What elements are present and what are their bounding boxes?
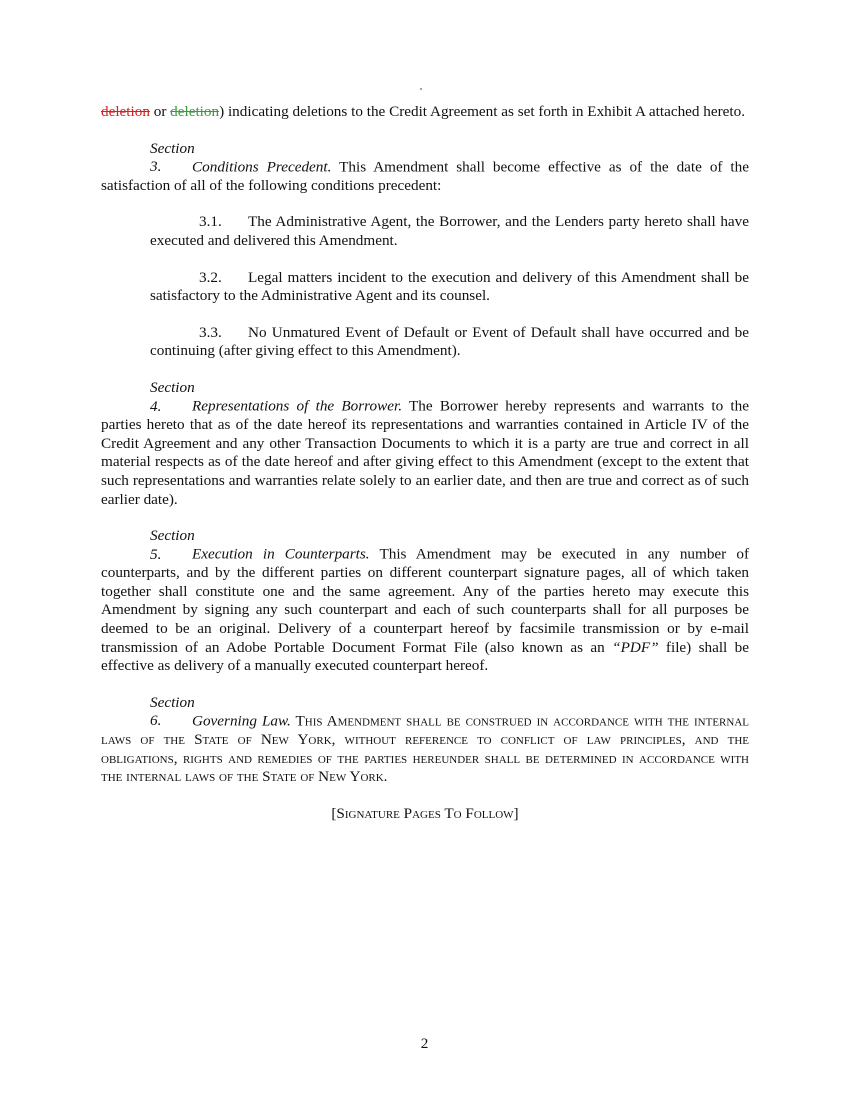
signature-pages-note: [Signature Pages To Follow] (331, 804, 519, 822)
section-6-number: Section 6. (150, 693, 195, 730)
intro-or: or (149, 103, 171, 120)
section-4 (101, 379, 749, 509)
intro-paragraph (101, 103, 749, 122)
deletion-sample-green: deletion (170, 103, 220, 120)
condition-3-1 (150, 213, 749, 250)
section-4-title: Representations of the Borrower. (192, 397, 403, 415)
page-content (101, 103, 749, 823)
pdf-term: “PDF” (612, 638, 659, 656)
section-5-number: Section 5. (150, 527, 195, 563)
section-5-body-b: file) shall be effective as delivery of a manually executed counterpart hereof. (101, 638, 749, 675)
section-4-body: The Borrower hereby represents and warrants to the parties hereto that as of the date hereof its representations and warranties contained in Article IV of the Credit Agreement and any other Transaction Documents to which it is a party are true and correct in all material respects as of the date hereof and after giving effect to this Amendment (except to the extent that such representations and warranties relate solely to an earlier date, and then are true and correct as of such earlier date). (101, 397, 749, 508)
deletion-sample-red: deletion (101, 103, 150, 120)
section-3-title: Conditions Precedent. (192, 158, 332, 176)
section-3-number: Section 3. (150, 139, 195, 176)
condition-3-1-number: 3.1. (199, 213, 222, 231)
condition-3-3-number: 3.3. (199, 323, 222, 341)
section-4-number: Section 4. (150, 378, 195, 415)
section-5 (101, 527, 749, 676)
section-6-body: This Amendment shall be construed in accordance with the internal laws of the State of New York, without reference to conflict of law principles, and the obligations, rights and remedies of the parties hereunder shall be determined in accordance with the internal laws of the State of New York. (101, 712, 749, 786)
section-3 (101, 140, 749, 196)
intro-text: ) indicating deletions to the Credit Agreement as set forth in Exhibit A attached hereto. (219, 103, 746, 120)
section-3-body: This Amendment shall become effective as of the date of the satisfaction of all of the following conditions precedent: (101, 158, 749, 194)
page-dot (420, 88, 422, 90)
condition-3-2-text: Legal matters incident to the execution and delivery of this Amendment shall be satisfactory to the Administrative Agent and its counsel. (150, 268, 749, 305)
page-number: 2 (420, 1035, 429, 1052)
condition-3-3-text: No Unmatured Event of Default or Event of Default shall have occurred and be continuing (after giving effect to this Amendment). (150, 323, 749, 360)
section-6-title: Governing Law. (192, 712, 291, 730)
section-6 (101, 694, 749, 787)
condition-3-1-text: The Administrative Agent, the Borrower, and the Lenders party hereto shall have executed and delivered this Amendment. (150, 213, 749, 249)
condition-3-2 (150, 269, 749, 306)
section-5-title: Execution in Counterparts. (192, 545, 370, 563)
section-5-body-a: This Amendment may be executed in any number of counterparts, and by the different parties on different counterpart signature pages, all of which taken together shall constitute one and the same agreement. Any of the parties hereto may execute this Amendment by signing any such counterpart and each of such counterparts shall for all purposes be deemed to be an original. Delivery of a counterpart hereof by facsimile transmission or by e-mail transmission of an Adobe Portable Document Format File (also known as an (101, 545, 749, 656)
condition-3-3 (150, 324, 749, 361)
condition-3-2-number: 3.2. (199, 268, 222, 286)
